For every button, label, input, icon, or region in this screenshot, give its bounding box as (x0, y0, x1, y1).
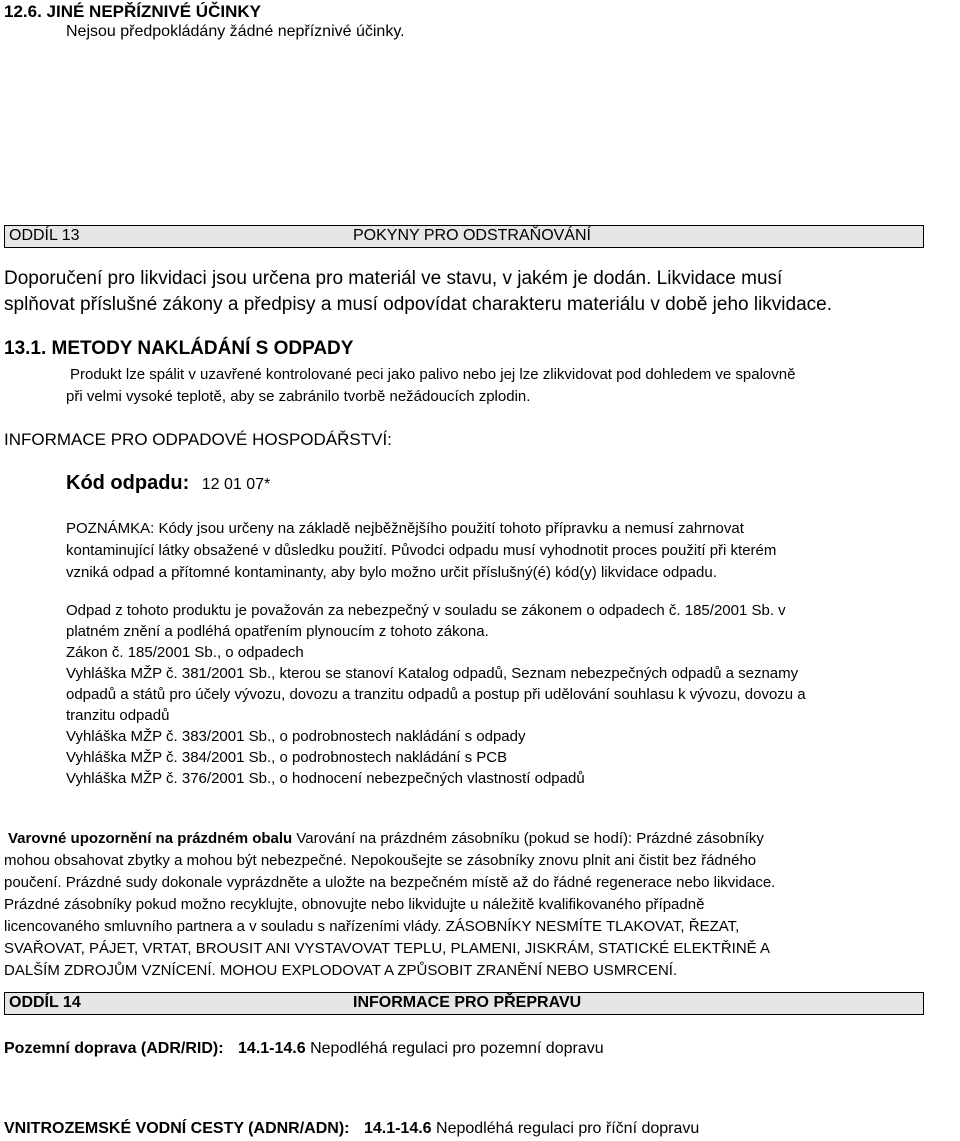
text-line: při velmi vysoké teplotě, aby se zabránilo tvorbě nežádoucích zplodin. (66, 388, 531, 405)
text-line: odpadů a států pro účely vývozu, dovozu a tranzitu odpadů a postup při udělování souhlasu k vývozu, dovozu a (66, 686, 806, 703)
waste-code (66, 472, 270, 495)
section-text-12-6: Nejsou předpokládány žádné nepříznivé účinky. (66, 23, 405, 40)
text-line: Prázdné zásobníky pokud možno recyklujte, obnovujte nebo likvidujte u náležitě kvalifikovaného případně (4, 896, 705, 913)
road-transport-ref: 14.1-14.6 (238, 1040, 306, 1057)
text-line: mohou obsahovat zbytky a mohou být nebezpečné. Nepokoušejte se zásobníky znovu plnit ani čistit bez řádného (4, 852, 757, 869)
waste-code-note (66, 518, 776, 584)
disposal-intro (4, 266, 832, 318)
text-line: splňovat příslušné zákony a předpisy a musí odpovídat charakteru materiálu v době jeho likvidace. (4, 294, 833, 315)
section-label: ODDÍL 13 (9, 227, 80, 244)
text-line: Vyhláška MŽP č. 383/2001 Sb., o podrobnostech nakládání s odpady (66, 728, 526, 745)
inland-waterways (4, 1120, 699, 1138)
text-line: Produkt lze spálit v uzavřené kontrolované peci jako palivo nebo jej lze zlikvidovat pod dohledem ve spalovně (70, 366, 796, 383)
text-line: Zákon č. 185/2001 Sb., o odpadech (66, 644, 304, 661)
text-line (4, 828, 775, 850)
text-line: licencovaného smluvního partnera a v souladu s nařízeními vlády. ZÁSOBNÍKY NESMÍTE TLAKOVAT, ŘEZAT, (4, 918, 740, 935)
waste-code-value: 12 01 07* (201, 476, 271, 493)
section-heading-12-6: 12.6. JINÉ NEPŘÍZNIVÉ ÚČINKY (4, 2, 261, 21)
waste-methods-text (66, 364, 795, 408)
text-line: vzniká odpad a přítomné kontaminanty, aby bylo možno určit příslušný(é) kód(y) likvidace odpadu. (66, 564, 717, 581)
inland-waterways-ref: 14.1-14.6 (363, 1120, 432, 1137)
subsection-heading-13-1: 13.1. METODY NAKLÁDÁNÍ S ODPADY (4, 338, 354, 359)
road-transport-label: Pozemní doprava (ADR/RID): (4, 1040, 224, 1057)
warning-label: Varovné upozornění na prázdném obalu (8, 830, 293, 847)
text-line: POZNÁMKA: Kódy jsou určeny na základě nejběžnějšího použití tohoto přípravku a nemusí zahrnovat (66, 520, 744, 537)
inland-waterways-label: VNITROZEMSKÉ VODNÍ CESTY (ADNR/ADN): (4, 1120, 350, 1137)
inland-waterways-text: Nepodléhá regulaci pro říční dopravu (431, 1120, 700, 1137)
section-title: INFORMACE PRO PŘEPRAVU (353, 994, 582, 1011)
waste-management-heading: INFORMACE PRO ODPADOVÉ HOSPODÁŘSTVÍ: (4, 430, 392, 449)
text-line: DALŠÍM ZDROJŮM VZNÍCENÍ. MOHOU EXPLODOVAT A ZPŮSOBIT ZRANĚNÍ NEBO USMRCENÍ. (4, 962, 678, 979)
legal-references (66, 600, 806, 789)
text-line: tranzitu odpadů (66, 707, 170, 724)
text-line: Vyhláška MŽP č. 384/2001 Sb., o podrobnostech nakládání s PCB (66, 749, 508, 766)
waste-code-label: Kód odpadu: (66, 472, 190, 494)
text-line: Doporučení pro likvidaci jsou určena pro materiál ve stavu, v jakém je dodán. Likvidace musí (4, 268, 783, 289)
section-bar-13 (4, 225, 924, 248)
text-line: kontaminující látky obsažené v důsledku použití. Původci odpadu musí vyhodnotit proces použití při kterém (66, 542, 777, 559)
empty-container-warning (4, 828, 775, 982)
text-line: Vyhláška MŽP č. 376/2001 Sb., o hodnocení nebezpečných vlastností odpadů (66, 770, 585, 787)
text-line: SVAŘOVAT, PÁJET, VRTAT, BROUSIT ANI VYSTAVOVAT TEPLU, PLAMENI, JISKRÁM, STATICKÉ ELEKTŘINĚ A (4, 940, 771, 957)
section-label: ODDÍL 14 (9, 994, 81, 1011)
road-transport-text: Nepodléhá regulaci pro pozemní dopravu (305, 1040, 604, 1057)
text-line: platném znění a podléhá opatřením plynoucím z tohoto zákona. (66, 623, 489, 640)
text-line: poučení. Prázdné sudy dokonale vyprázdněte a uložte na bezpečném místě až do řádné regenerace nebo likvidace. (4, 874, 776, 891)
section-bar-14 (4, 992, 924, 1015)
text-line: Odpad z tohoto produktu je považován za nebezpečný v souladu se zákonem o odpadech č. 185/2001 Sb. v (66, 602, 786, 619)
road-transport (4, 1040, 604, 1058)
section-title: POKYNY PRO ODSTRAŇOVÁNÍ (353, 227, 591, 244)
text-line: Vyhláška MŽP č. 381/2001 Sb., kterou se stanoví Katalog odpadů, Seznam nebezpečných odpadů a seznamy (66, 665, 799, 682)
warning-first-line: Varování na prázdném zásobníku (pokud se hodí): Prázdné zásobníky (292, 830, 764, 847)
